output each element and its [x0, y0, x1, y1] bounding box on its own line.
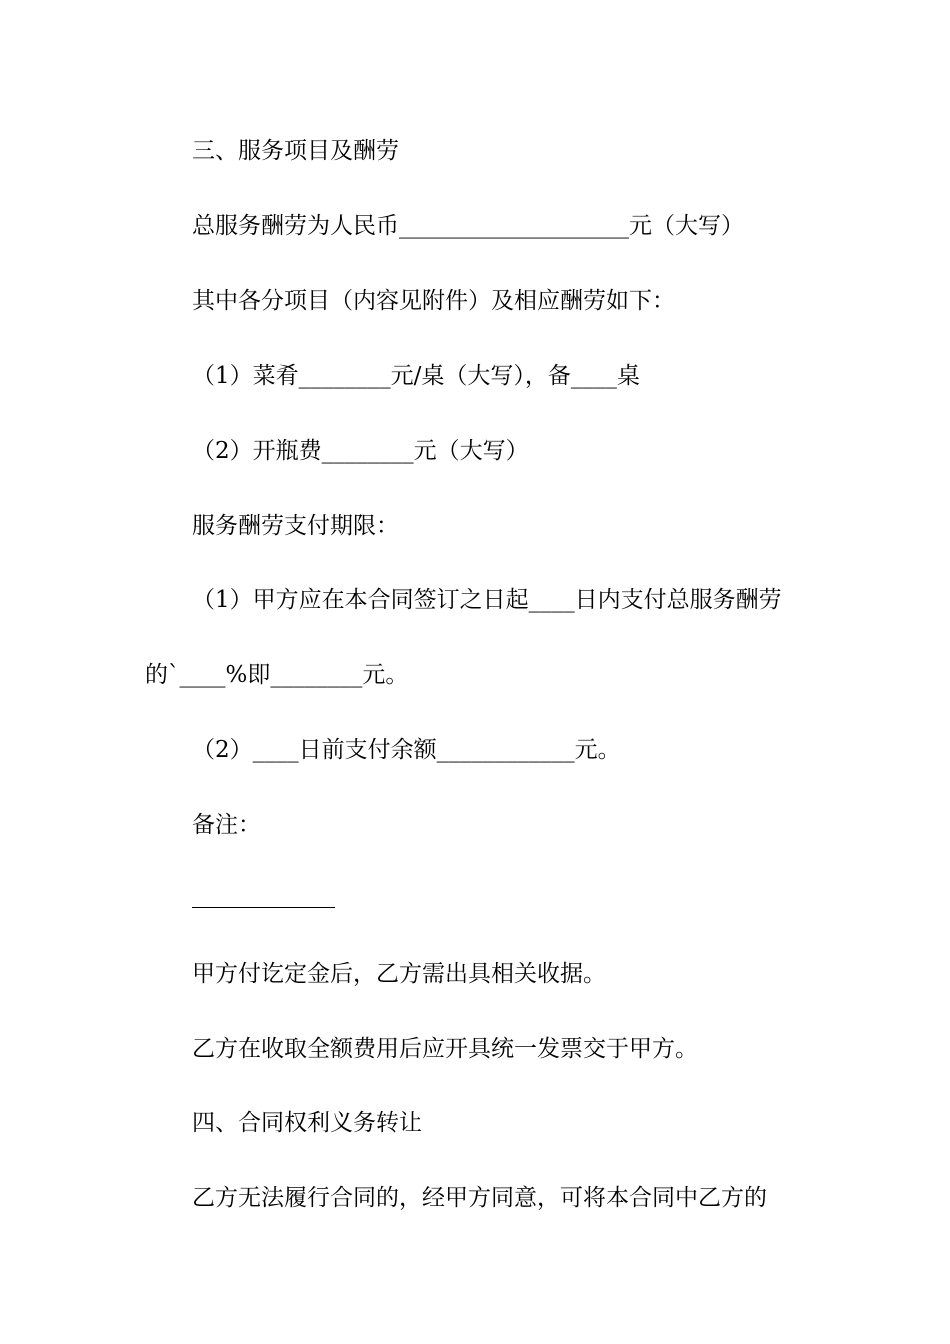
itemized-fees-intro: 其中各分项目（内容见附件）及相应酬劳如下： — [192, 288, 675, 314]
assignment-clause: 乙方无法履行合同的，经甲方同意，可将本合同中乙方的 — [192, 1185, 767, 1211]
payment-term-heading: 服务酬劳支付期限： — [192, 513, 399, 539]
section-heading-assignment: 四、合同权利义务转让 — [192, 1110, 422, 1136]
invoice-clause: 乙方在收取全额费用后应开具统一发票交于甲方。 — [192, 1036, 698, 1062]
payment-term-2: （2）____日前支付余额____________元。 — [192, 737, 621, 763]
section-heading-services-and-fees: 三、服务项目及酬劳 — [192, 138, 399, 164]
corkage-fee-line: （2）开瓶费________元（大写） — [192, 438, 529, 464]
payment-term-1-line-a: （1）甲方应在本合同签订之日起____日内支付总服务酬劳 — [192, 587, 782, 613]
dishes-fee-line: （1）菜肴________元/桌（大写），备____桌 — [192, 363, 640, 389]
payment-term-1-line-b: 的`____%即________元。 — [145, 662, 409, 688]
remarks-label: 备注： — [192, 812, 261, 838]
remarks-blank-rule — [192, 907, 335, 908]
total-fee-line: 总服务酬劳为人民币____________________元（大写） — [192, 213, 744, 239]
deposit-receipt-clause: 甲方付讫定金后，乙方需出具相关收据。 — [192, 961, 606, 987]
